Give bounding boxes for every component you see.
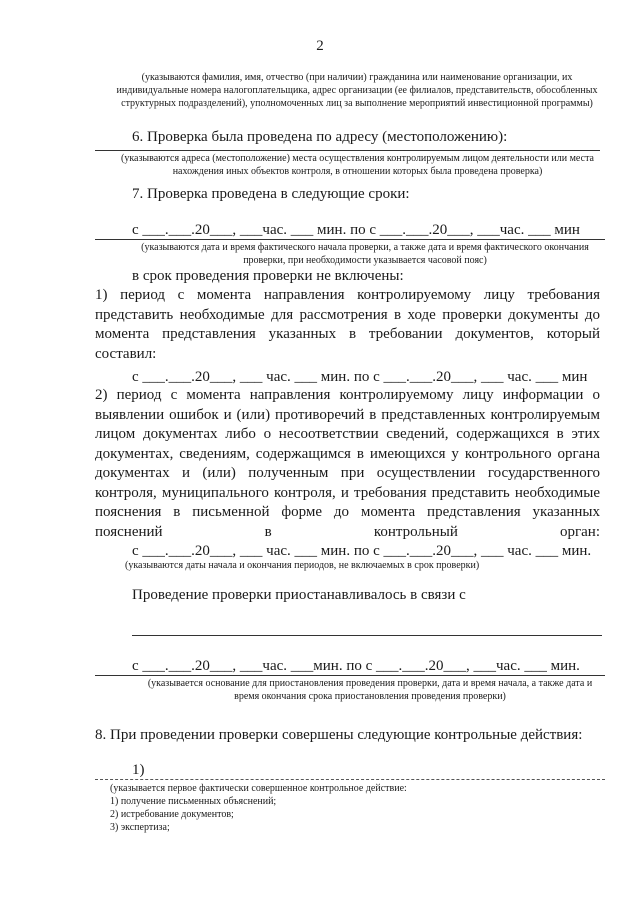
period1-note: (указываются дата и время фактического начала проверки, а также дата и время фактического окончания проверки, при необходимости указывается часовой пояс): [141, 242, 589, 266]
suspension-reason-line: [132, 635, 602, 636]
item6-note: (указываются адреса (местоположение) места осуществления контролируемым лицом деятельности или места нахождения иных объектов контроля, в отношении которых была проведена проверка): [121, 153, 594, 177]
period4-line: с ___.___.20___, ___час. ___мин. по с ___.___.20___, ___час. ___ мин.: [132, 658, 580, 674]
item8-note: (указывается первое фактически совершенное контрольное действие:: [110, 783, 407, 794]
suspension-title: Проведение проверки приостанавливалось в связи с: [132, 587, 466, 603]
item8-line: [95, 779, 605, 780]
action-list-item: 2) истребование документов;: [110, 809, 234, 820]
page-number: 2: [316, 38, 324, 54]
period-item-1: 1) период с момента направления контролируемому лицу требования представить необходимые для рассмотрения в ходе проверки документы до момента представления указанных в требовании документов, который составил:: [95, 287, 600, 362]
period3-note: (указываются даты начала и окончания периодов, не включаемых в срок проверки): [125, 560, 480, 571]
item6-line: [95, 150, 600, 151]
period4-note: (указывается основание для приостановления проведения проверки, дата и время начала, а также дата и время окончания срока приостановления проведения проверки): [147, 678, 593, 702]
item6-title: 6. Проверка была проведена по адресу (местоположению):: [132, 129, 508, 145]
not-included-title: в срок проведения проверки не включены:: [132, 268, 404, 284]
period4-underline: [95, 675, 605, 676]
item8-first-action: 1): [132, 762, 145, 778]
item8-title: 8. При проведении проверки совершены следующие контрольные действия:: [95, 727, 583, 743]
period1-underline: [95, 239, 605, 240]
action-list-item: 3) экспертиза;: [110, 822, 170, 833]
action-list-item: 1) получение письменных объяснений;: [110, 796, 277, 807]
period-item-2: 2) период с момента направления контролируемому лицу информации о выявлении ошибок и (или) противоречий в представленных контролируемым лицом документах либо о несоответствии сведений, содержащихся в этих документах, сведениям, содержащимся в имеющихся у контрольного органа документах и (или) полученным при осуществлении государственного контроля, муниципального контроля, и требования представить необходимые пояснения в письменной форме до момента представления указанных пояснений в контрольный орган:: [95, 387, 600, 540]
period1-line: с ___.___.20___, ___час. ___ мин. по с ___.___.20___, ___час. ___ мин: [132, 222, 580, 238]
applicant-note: (указываются фамилия, имя, отчество (при наличии) гражданина или наименование организации, их индивидуальные номера налогоплательщика, адрес организации (ее филиалов, представительств, обособленных структурных подразделений), уполномоченных лиц за выполнение мероприятий инвестиционной программы): [116, 72, 598, 109]
item7-title: 7. Проверка проведена в следующие сроки:: [132, 186, 410, 202]
period3-line: с ___.___.20___, ___ час. ___ мин. по с ___.___.20___, ___ час. ___ мин.: [132, 543, 592, 559]
period2-line: с ___.___.20___, ___ час. ___ мин. по с ___.___.20___, ___ час. ___ мин: [132, 369, 588, 385]
